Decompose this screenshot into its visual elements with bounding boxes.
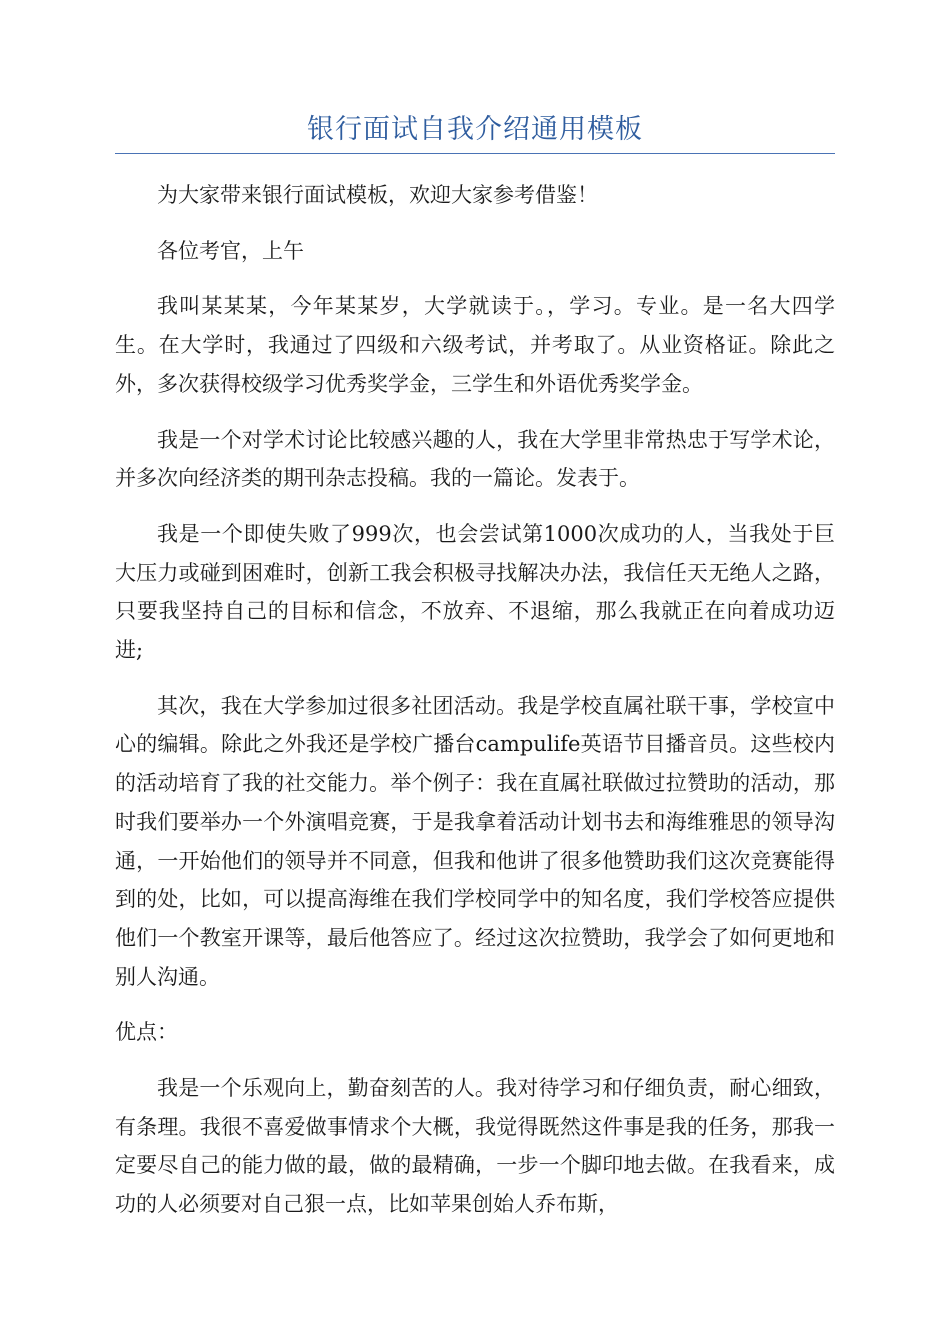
section-heading-strengths: 优点： — [115, 1020, 178, 1045]
paragraph-activities: 其次，我在大学参加过很多社团活动。我是学校直属社联干事，学校宣中心的编辑。除此之外我还是学校广播台campulife英语节目播音员。这些校内的活动培育了我的社交能力。举个例子：我在直属社联做过拉赞助的活动，那时我们要举办一个外演唱竞赛，于是我拿着活动计划书去和海维雅思的领导沟通，一开始他们的领导并不同意，但我和他讲了很多他赞助我们这次竞赛能得到的处，比如，可以提高海维在我们学校同学中的知名度，我们学校答应提供他们一个教室开课等，最后他答应了。经过这次拉赞助，我学会了如何更地和别人沟通。 — [115, 693, 835, 989]
title-underline — [115, 153, 835, 154]
document-body — [115, 176, 835, 1241]
paragraph-strengths: 我是一个乐观向上，勤奋刻苦的人。我对待学习和仔细负责，耐心细致，有条理。我很不喜爱做事情求个大概，我觉得既然这件事是我的任务，那我一定要尽自己的能力做的最，做的最精确，一步一个脚印地去做。在我看来，成功的人必须要对自己狠一点，比如苹果创始人乔布斯， — [115, 1076, 835, 1217]
paragraph-perseverance: 我是一个即使失败了999次，也会尝试第1000次成功的人，当我处于巨大压力或碰到困难时，创新工我会积极寻找解决办法，我信任天无绝人之路，只要我坚持自己的目标和信念，不放弃、不退缩，那么我就正在向着成功迈进; — [115, 521, 835, 663]
paragraph-intro: 为大家带来银行面试模板，欢迎大家参考借鉴！ — [157, 183, 598, 207]
document-title: 银行面试自我介绍通用模板 — [307, 114, 643, 145]
paragraph-greeting: 各位考官，上午 — [157, 238, 304, 263]
paragraph-academic: 我是一个对学术讨论比较感兴趣的人，我在大学里非常热忠于写学术论，并多次向经济类的期刊杂志投稿。我的一篇论。发表于。 — [115, 427, 835, 491]
paragraph-background: 我叫某某某，今年某某岁，大学就读于。，学习。专业。是一名大四学生。在大学时，我通过了四级和六级考试，并考取了。从业资格证。除此之外，多次获得校级学习优秀奖学金，三学生和外语优秀奖学金。 — [115, 294, 835, 396]
